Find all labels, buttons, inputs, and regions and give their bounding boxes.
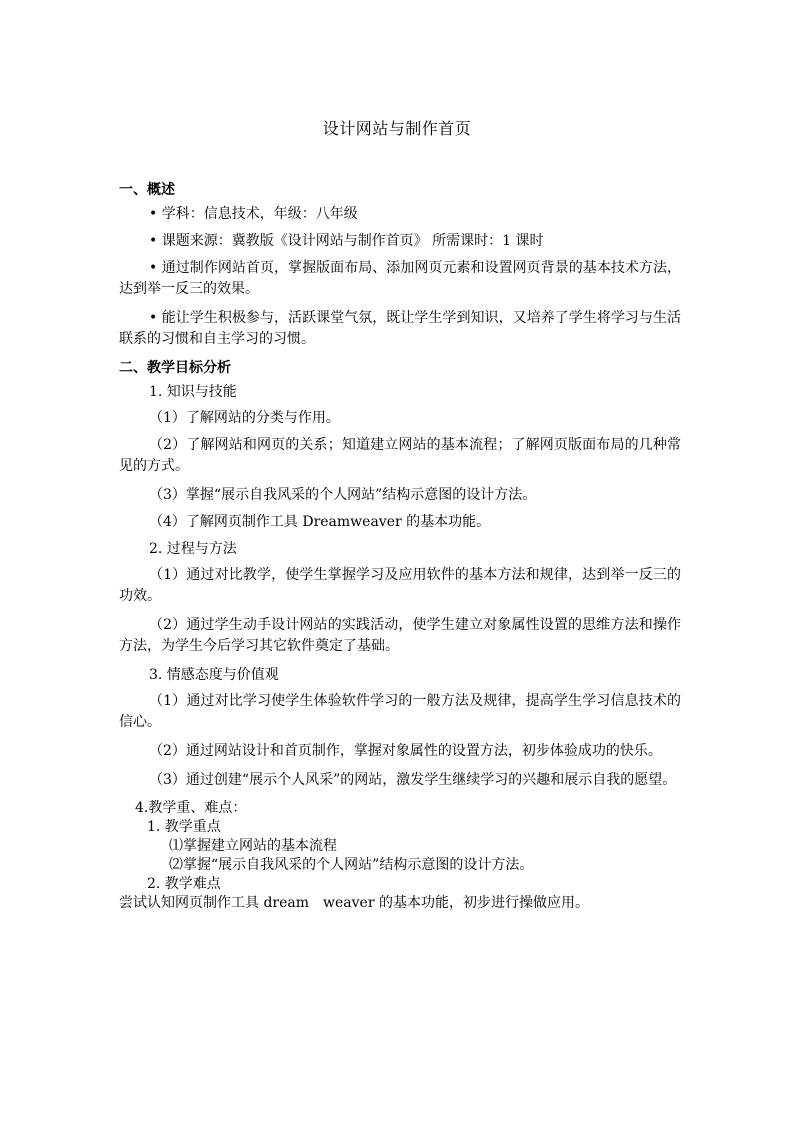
document-body	[119, 180, 681, 913]
section-heading-overview: 一、概述	[119, 182, 175, 198]
keypoint-label: 1. 教学重点	[147, 819, 221, 835]
section-heading-keypoints: 4.教学重、难点：	[135, 800, 247, 816]
keypoint-item: ⑴掌握建立网站的基本流程	[169, 838, 337, 854]
difficulty-label: 2. 教学难点	[147, 876, 221, 892]
goal-item: （4）了解网页制作工具 Dreamweaver 的基本功能。	[149, 514, 491, 530]
goal-item: （3）通过创建“展示个人风采”的网站，激发学生继续学习的兴趣和展示自我的愿望。	[149, 772, 677, 788]
goal-group-label: 1. 知识与技能	[149, 384, 237, 400]
keypoint-item: ⑵掌握“展示自我风采的个人网站”结构示意图的设计方法。	[169, 857, 534, 873]
overview-item: • 课题来源：冀教版《设计网站与制作首页》 所需课时：1 课时	[149, 233, 544, 249]
goal-item: （3）掌握“展示自我风采的个人网站”结构示意图的设计方法。	[149, 487, 537, 503]
goal-item: （2）通过学生动手设计网站的实践活动，使学生建立对象属性设置的思维方法和操作方法，为学生今后学习其它软件奠定了基础。	[119, 617, 681, 654]
overview-item: • 能让学生积极参与，活跃课堂气氛，既让学生学到知识，又培养了学生将学习与生活联系的习惯和自主学习的习惯。	[119, 310, 681, 347]
overview-item: • 通过制作网站首页，掌握版面布局、添加网页元素和设置网页背景的基本技术方法，达到举一反三的效果。	[119, 260, 681, 297]
goal-item: （1）了解网站的分类与作用。	[149, 410, 340, 426]
difficulty-text: 尝试认知网页制作工具 dream weaver 的基本功能，初步进行操做应用。	[119, 895, 589, 911]
page-title: 设计网站与制作首页	[322, 119, 472, 138]
goal-group-label: 2. 过程与方法	[149, 541, 237, 557]
goal-item: （1）通过对比教学，使学生掌握学习及应用软件的基本方法和规律，达到举一反三的功效。	[119, 567, 681, 604]
section-heading-goals: 二、教学目标分析	[119, 360, 231, 376]
goal-item: （1）通过对比学习使学生体验软件学习的一般方法及规律，提高学生学习信息技术的信心。	[119, 693, 681, 730]
goal-item: （2）了解网站和网页的关系；知道建立网站的基本流程；了解网页版面布局的几种常见的方式。	[119, 437, 681, 474]
goal-item: （2）通过网站设计和首页制作，掌握对象属性的设置方法，初步体验成功的快乐。	[149, 743, 662, 759]
overview-item: • 学科：信息技术，年级：八年级	[149, 206, 358, 222]
goal-group-label: 3. 情感态度与价值观	[149, 667, 279, 683]
